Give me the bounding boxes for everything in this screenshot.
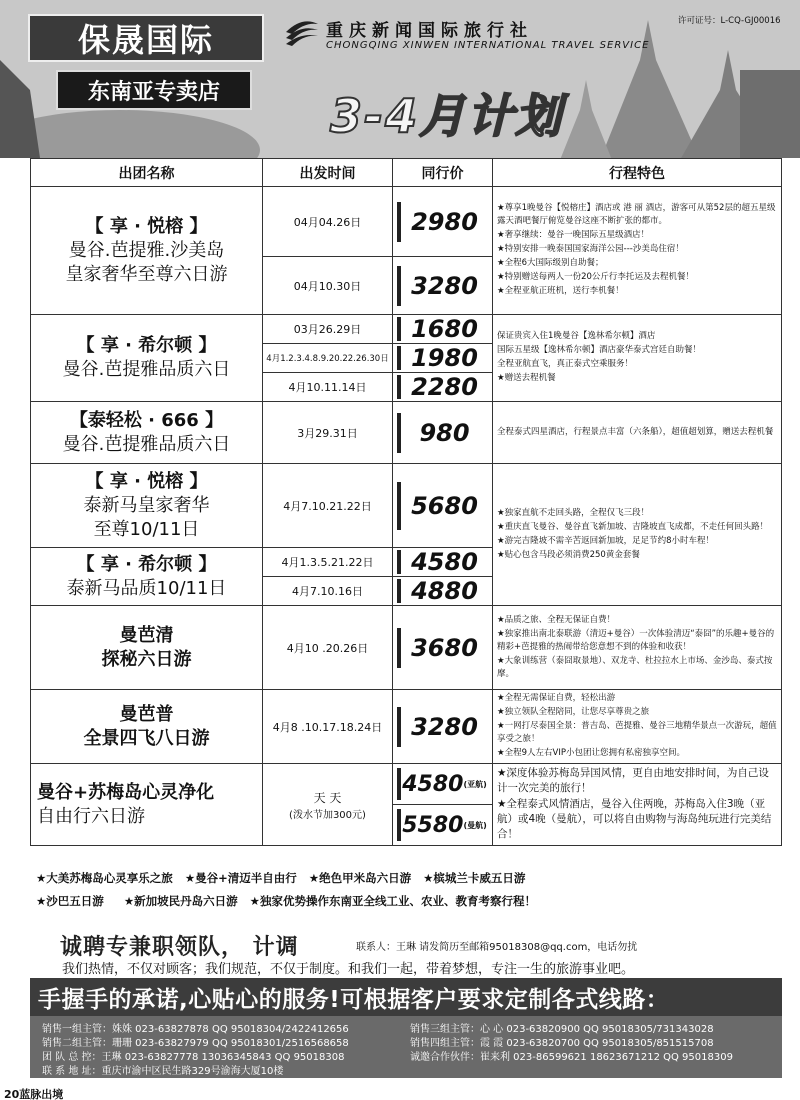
- departure-date: 04月10.30日: [263, 257, 393, 315]
- departure-date: 04月04.26日: [263, 187, 393, 257]
- contact-line: 销售二组主管：珊珊 023-63827979 QQ 95018301/2516568658: [42, 1038, 349, 1049]
- price-cell: [393, 187, 493, 257]
- departure-date: 4月10 .20.26日: [263, 606, 393, 690]
- tour-table: [30, 158, 782, 846]
- airline-note: (亚航): [463, 779, 487, 789]
- destination-list: ★大美苏梅岛心灵享乐之旅 ★曼谷+清迈半自由行 ★绝色甲米岛六日游 ★槟城兰卡威五日游: [36, 871, 526, 885]
- recruit-contact: 联系人：王琳 请发简历至邮箱95018308@qq.com，电话勿扰: [356, 942, 638, 953]
- table-row: [31, 606, 782, 690]
- table-row: [31, 402, 782, 464]
- tour-features: 全程泰式四星酒店，行程景点丰富（六条船），超值超划算，赠送去程机餐: [493, 402, 782, 464]
- price: 4880: [397, 579, 488, 603]
- contact-line: 销售三组主管：心 心 023-63820900 QQ 95018305/731343028: [410, 1024, 714, 1035]
- price: 3280: [397, 707, 488, 747]
- price-cell: [393, 805, 493, 846]
- departure-date: 4月7.10.16日: [263, 577, 393, 606]
- tour-name: 【 享 · 悦榕 】 泰新马皇家奢华 至尊10/11日: [31, 464, 263, 548]
- tour-name: 曼谷+苏梅岛心灵净化 自由行六日游: [31, 764, 263, 846]
- plan-title: 3-4月计划: [330, 89, 564, 143]
- departure-date: 4月10.11.14日: [263, 373, 393, 402]
- price: 3680: [397, 628, 488, 668]
- departure-date: 3月29.31日: [263, 402, 393, 464]
- license-number: 许可证号：L-CQ-GJ00016: [678, 16, 781, 26]
- departure-date: 天 天 (泼水节加300元): [263, 764, 393, 846]
- contact-line: 诚邀合作伙伴：崔来利 023-86599621 18623671212 QQ 95018309: [410, 1052, 733, 1063]
- departure-date: 4月7.10.21.22日: [263, 464, 393, 548]
- header-banner: [0, 0, 800, 158]
- tour-features: ★深度体验苏梅岛异国风情，更自由地安排时间，为自己设计一次完美的旅行！ ★全程泰式风情酒店，曼谷入住两晚，苏梅岛入住3晚（亚航）或4晚（曼航），可以将自由购物与海岛纯玩进行完美结合！: [493, 764, 782, 846]
- tour-features: 保证贵宾入住1晚曼谷【逸林希尔顿】酒店 国际五星级【逸林希尔顿】酒店豪华泰式宫廷自助餐！ 全程亚航直飞，真正泰式空乘服务！ ★赠送去程机餐: [493, 315, 782, 402]
- tour-name: 曼芭普 全景四飞八日游: [31, 690, 263, 764]
- price-cell: [393, 577, 493, 606]
- recruit-title: 诚聘专兼职领队， 计调: [60, 935, 299, 960]
- slogan-banner: 手握手的承诺,心贴心的服务!可根据客户要求定制各式线路：: [30, 978, 782, 1016]
- col-header-name: 出团名称: [31, 159, 263, 187]
- price: 2980: [397, 202, 488, 242]
- departure-date: 4月1.3.5.21.22日: [263, 548, 393, 577]
- departure-date: 4月1.2.3.4.8.9.20.22.26.30日: [263, 344, 393, 373]
- price-cell: [393, 402, 493, 464]
- agency-name-en: CHONGQING XINWEN INTERNATIONAL TRAVEL SERVICE: [326, 40, 650, 51]
- departure-date: 03月26.29日: [263, 315, 393, 344]
- contact-line: 团 队 总 控：王琳 023-63827778 13036345843 QQ 95018308: [42, 1052, 345, 1063]
- price-cell: [393, 315, 493, 344]
- tour-name: 【 享 · 希尔顿 】 泰新马品质10/11日: [31, 548, 263, 606]
- table-row: [31, 315, 782, 344]
- price: 1680: [397, 317, 488, 341]
- price-cell: [393, 606, 493, 690]
- price: 4580: [397, 550, 488, 574]
- tour-name: 曼芭清 探秘六日游: [31, 606, 263, 690]
- table-row: [31, 187, 782, 257]
- table-row: [31, 764, 782, 805]
- price: 980: [397, 413, 488, 453]
- price: 5680: [397, 482, 488, 530]
- contact-line: 销售四组主管：霞 霞 023-63820700 QQ 95018305/851515708: [410, 1038, 714, 1049]
- brand-logo: 保晟国际: [28, 14, 264, 62]
- agency-logo-icon: [282, 14, 322, 50]
- airline-note: (曼航): [463, 820, 487, 830]
- departure-date: 4月8 .10.17.18.24日: [263, 690, 393, 764]
- col-header-price: 同行价: [393, 159, 493, 187]
- contact-address: 联 系 地 址：重庆市渝中区民生路329号渝海大厦10楼: [42, 1066, 284, 1077]
- price-cell: [393, 690, 493, 764]
- price: 4580: [402, 771, 464, 797]
- price-cell: [393, 548, 493, 577]
- price-cell: [393, 344, 493, 373]
- tour-features: ★全程无需保证自费，轻松出游 ★独立领队全程陪同，让您尽享尊贵之旅 ★一网打尽泰国全景：普吉岛、芭提雅、曼谷三地精华景点一次游玩，超值享受之旅！ ★全程9人左右VIP小包团让您拥有私密独享空间。: [493, 690, 782, 764]
- price: 1980: [397, 346, 488, 370]
- price: 2280: [397, 375, 488, 399]
- page-footer: 20蓝脉出境: [4, 1088, 64, 1100]
- col-header-date: 出发时间: [263, 159, 393, 187]
- store-label: 东南亚专卖店: [56, 70, 252, 110]
- destination-list: ★沙巴五日游 ★新加坡民丹岛六日游 ★独家优势操作东南亚全线工业、农业、教育考察行程！: [36, 894, 536, 908]
- tour-name: 【 享 · 希尔顿 】 曼谷.芭提雅品质六日: [31, 315, 263, 402]
- price-cell: [393, 373, 493, 402]
- price: 5580: [402, 812, 464, 838]
- price: 3280: [397, 266, 488, 306]
- agency-name: 重庆新闻国际旅行社: [326, 21, 533, 41]
- tour-name: 【泰轻松 · 666 】 曼谷.芭提雅品质六日: [31, 402, 263, 464]
- tour-features: ★独家直航不走回头路，全程仅飞三段！ ★重庆直飞曼谷、曼谷直飞新加坡、吉隆坡直飞成都，不走任何回头路！ ★游完吉隆坡不需辛苦返回新加坡，足足节约8小时车程！ ★贴心包含马段必须消费250黄金套餐: [493, 464, 782, 606]
- col-header-features: 行程特色: [493, 159, 782, 187]
- company-philosophy: 我们热情，不仅对顾客；我们规范，不仅于制度。和我们一起，带着梦想，专注一生的旅游事业吧。: [62, 962, 635, 977]
- price-cell: [393, 764, 493, 805]
- contact-line: 销售一组主管：姝姝 023-63827878 QQ 95018304/2422412656: [42, 1024, 349, 1035]
- tour-features: ★品质之旅、全程无保证自费！ ★独家推出南北泰联游（清迈+曼谷）一次体验清迈“泰囧”的乐趣+曼谷的精彩+芭提雅的热闹带给您意想不到的体验和收获！ ★大象训练营（泰囧取景地）、双龙寺、杜拉拉水上市场、金沙岛、泰式按摩。: [493, 606, 782, 690]
- contacts-panel: [30, 1016, 782, 1078]
- tour-name: 【 享 · 悦榕 】 曼谷.芭提雅.沙美岛 皇家奢华至尊六日游: [31, 187, 263, 315]
- table-row: [31, 464, 782, 548]
- price-cell: [393, 464, 493, 548]
- table-header-row: [31, 159, 782, 187]
- table-row: [31, 690, 782, 764]
- price-cell: [393, 257, 493, 315]
- tour-features: ★尊享1晚曼谷【悦榕庄】酒店或 港 丽 酒店，游客可从第52层的超五星级露天酒吧餐厅俯览曼谷这座不断扩张的都市。 ★奢享继续：曼谷一晚国际五星级酒店！ ★特别安排一晚泰国国家海洋公园---沙美岛住宿！ ★全程6大国际级别自助餐； ★特别赠送每两人一份20公斤行李托运及去程机餐！ ★全程亚航正班机，送行李机餐！: [493, 187, 782, 315]
